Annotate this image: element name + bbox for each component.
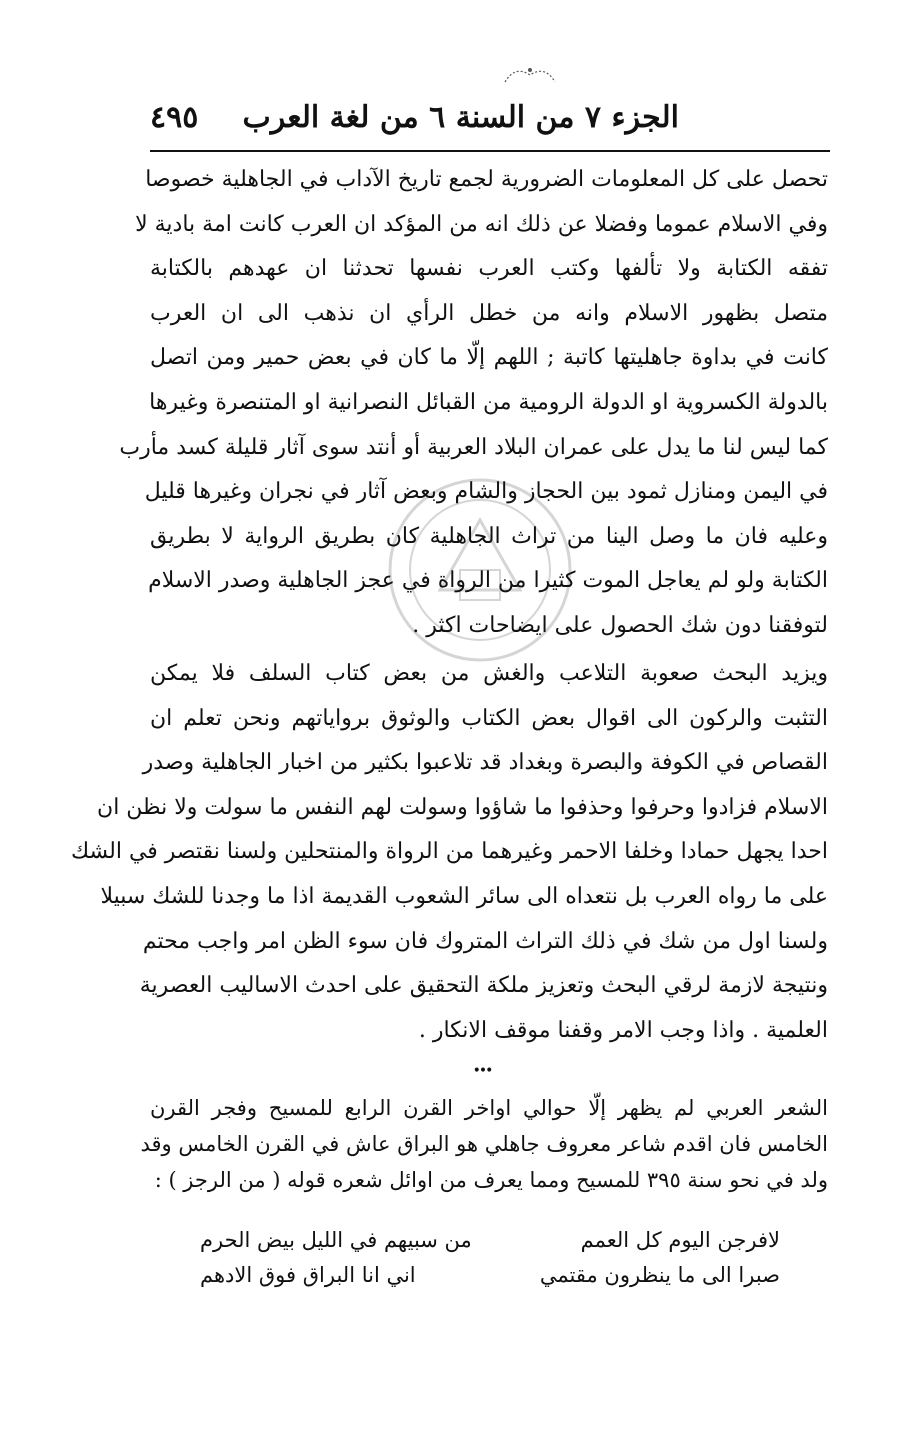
paragraph-3 bbox=[140, 1090, 828, 1198]
text-line: التثبت والركون الى اقوال بعض الكتاب والوثوق برواياتهم ونحن تعلم ان bbox=[150, 705, 828, 731]
text-line: في اليمن ومنازل ثمود بين الحجاز والشام وبعض آثار في نجران وغيرها قليل bbox=[144, 479, 828, 505]
text-line: ويزيد البحث صعوبة التلاعب والغش من بعض كتاب السلف فلا يمكن bbox=[150, 661, 828, 686]
verse-line bbox=[200, 1228, 780, 1252]
text-line: بالدولة الكسروية او الدولة الرومية من القبائل النصرانية او المتنصرة وغيرها bbox=[149, 389, 828, 415]
text-line: الاسلام فزادوا وحرفوا وحذفوا ما شاؤوا وسولت لهم النفس ما سولت ولا نظن ان bbox=[97, 794, 828, 820]
paragraph-1 bbox=[119, 158, 828, 649]
text-line: ولد في نحو سنة ٣٩٥ للمسيح ومما يعرف من اوائل شعره قوله ( من الرجز ) : bbox=[154, 1168, 828, 1192]
running-title: الجزء ٧ من السنة ٦ من لغة العرب bbox=[242, 99, 679, 135]
text-line: تحصل على كل المعلومات الضرورية لجمع تاريخ الآداب في الجاهلية خصوصا bbox=[145, 167, 828, 192]
text-line: كما ليس لنا ما يدل على عمران البلاد العربية أو أنتد سوى آثار قليلة كسد مأرب bbox=[119, 434, 828, 460]
text-line: على ما رواه العرب بل نتعداه الى سائر الشعوب القديمة اذا ما وجدنا للشك سبيلا bbox=[100, 883, 828, 909]
text-line: احدا يجهل حمادا وخلفا الاحمر وغيرهما من الرواة والمنتحلين ولسنا نقتصر في الشك bbox=[70, 839, 828, 865]
verse-second-hemistich: من سبيهم في الليل بيض الحرم bbox=[200, 1228, 472, 1252]
page-number: ٤٩٥ bbox=[150, 99, 199, 135]
page-header bbox=[150, 92, 679, 142]
text-line: العلمية . واذا وجب الامر وقفنا موقف الانكار . bbox=[418, 1017, 828, 1043]
header-rule bbox=[150, 150, 830, 152]
text-line: ولسنا اول من شك في ذلك التراث المتروك فان سوء الظن امر واجب محتم bbox=[142, 928, 828, 954]
verse-line bbox=[200, 1263, 780, 1287]
text-line: القصاص في الكوفة والبصرة وبغداد قد تلاعبوا بكثير من اخبار الجاهلية وصدر bbox=[142, 750, 828, 776]
text-line: لتوفقنا دون شك الحصول على ايضاحات اكثر . bbox=[412, 612, 828, 638]
section-separator: ••• bbox=[472, 1063, 492, 1079]
text-line: الخامس فان اقدم شاعر معروف جاهلي هو البراق عاش في القرن الخامس وقد bbox=[140, 1132, 828, 1156]
paragraph-2 bbox=[70, 652, 828, 1053]
header-ornament-icon bbox=[500, 60, 560, 90]
text-line: ونتيجة لازمة لرقي البحث وتعزيز ملكة التحقيق على احدث الاساليب العصرية bbox=[139, 973, 828, 999]
verse-first-hemistich: صبرا الى ما ينظرون مقتمي bbox=[539, 1263, 780, 1287]
text-line: وفي الاسلام عموما وفضلا عن ذلك انه من المؤكد ان العرب كانت امة بادية لا bbox=[135, 211, 828, 237]
text-line: تفقه الكتابة ولا تألفها وكتب العرب نفسها تحدثنا ان عهدهم بالكتابة bbox=[150, 256, 828, 282]
text-line: متصل بظهور الاسلام وانه من خطل الرأي ان نذهب الى ان العرب bbox=[150, 300, 828, 326]
verse-second-hemistich: اني انا البراق فوق الادهم bbox=[200, 1263, 416, 1287]
text-line: الكتابة ولو لم يعاجل الموت كثيرا من الرواة في عجز الجاهلية وصدر الاسلام bbox=[148, 568, 828, 594]
text-line: وعليه فان ما وصل الينا من تراث الجاهلية كان بطريق الرواية لا بطريق bbox=[150, 523, 828, 549]
text-line: الشعر العربي لم يظهر إلّا حوالي اواخر القرن الرابع للمسيح وفجر القرن bbox=[150, 1096, 828, 1120]
text-line: كانت في بداوة جاهليتها كاتبة ; اللهم إلّا ما كان في بعض حمير ومن اتصل bbox=[150, 345, 828, 371]
verse-first-hemistich: لافرجن اليوم كل العمم bbox=[580, 1228, 780, 1252]
